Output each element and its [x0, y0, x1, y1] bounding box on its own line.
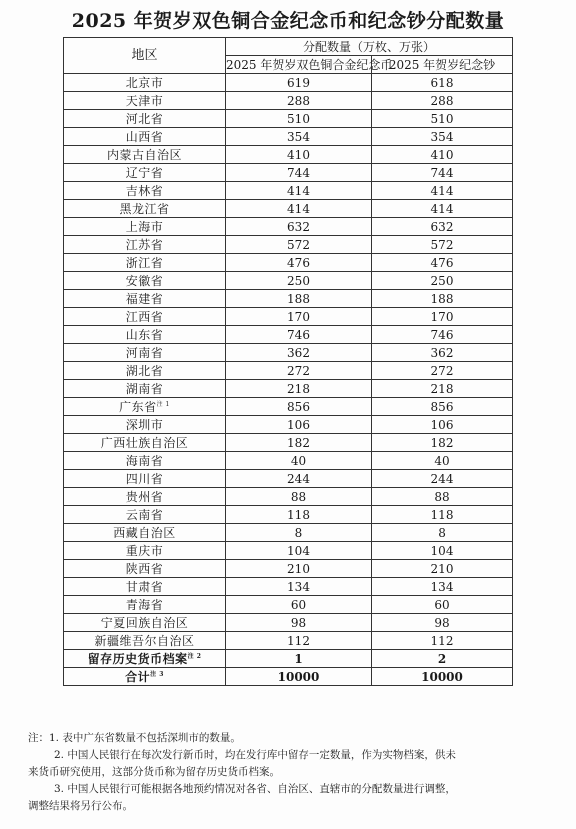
table-row	[64, 74, 513, 92]
coin-quantity-cell: 619	[226, 74, 372, 92]
table-row	[64, 488, 513, 506]
region-name: 江苏省	[125, 237, 164, 252]
region-name: 陕西省	[125, 561, 164, 576]
coin-quantity-cell: 106	[226, 416, 372, 434]
allocation-table	[63, 37, 513, 686]
region-cell	[64, 596, 226, 614]
region-name: 黑龙江省	[119, 201, 170, 216]
table-row	[64, 110, 513, 128]
coin-quantity-cell: 362	[226, 344, 372, 362]
table-row	[64, 398, 513, 416]
region-cell	[64, 74, 226, 92]
table-row	[64, 272, 513, 290]
coin-quantity-cell: 188	[226, 290, 372, 308]
region-name: 吉林省	[125, 183, 164, 198]
coin-quantity-cell: 354	[226, 128, 372, 146]
table-row	[64, 308, 513, 326]
region-cell	[64, 578, 226, 596]
coin-quantity-cell: 134	[226, 578, 372, 596]
coin-quantity-cell: 40	[226, 452, 372, 470]
table-row	[64, 542, 513, 560]
banknote-quantity-cell: 112	[372, 632, 513, 650]
region-cell	[64, 128, 226, 146]
table-row	[64, 434, 513, 452]
document-title: 2025 年贺岁双色铜合金纪念币和纪念钞分配数量	[71, 10, 505, 32]
region-cell	[64, 236, 226, 254]
coin-quantity-cell: 88	[226, 488, 372, 506]
region-name: 湖北省	[125, 363, 164, 378]
banknote-column-header: 2025 年贺岁纪念钞	[372, 56, 513, 74]
region-cell	[64, 434, 226, 452]
region-name: 甘肃省	[125, 579, 164, 594]
table-row	[64, 524, 513, 542]
coin-column-header: 2025 年贺岁双色铜合金纪念币	[226, 57, 393, 72]
coin-quantity-cell: 112	[226, 632, 372, 650]
table-row	[64, 380, 513, 398]
region-cell	[64, 254, 226, 272]
region-name: 新疆维吾尔自治区	[94, 633, 195, 648]
footnote-1: 注：1. 表中广东省数量不包括深圳市的数量。	[28, 732, 241, 744]
region-cell	[64, 272, 226, 290]
coin-quantity-cell: 572	[226, 236, 372, 254]
table-row	[64, 344, 513, 362]
region-name: 海南省	[125, 453, 164, 468]
footnote-marker: 注 2	[187, 652, 202, 660]
region-name: 重庆市	[125, 543, 164, 558]
table-row	[64, 416, 513, 434]
region-name: 辽宁省	[125, 165, 164, 180]
banknote-quantity-cell: 88	[372, 488, 513, 506]
coin-quantity-cell: 272	[226, 362, 372, 380]
region-cell	[64, 362, 226, 380]
region-cell	[64, 110, 226, 128]
coin-quantity-cell: 244	[226, 470, 372, 488]
coin-quantity-cell: 288	[226, 92, 372, 110]
table-row	[64, 146, 513, 164]
footnote-3-line-1: 3. 中国人民银行可能根据各地预约情况对各省、自治区、直辖市的分配数量进行调整，	[54, 783, 456, 795]
region-cell	[64, 614, 226, 632]
region-name: 留存历史货币档案	[87, 651, 188, 666]
table-row	[64, 128, 513, 146]
banknote-quantity-cell: 632	[372, 218, 513, 236]
table-row	[64, 218, 513, 236]
coin-quantity-cell: 414	[226, 200, 372, 218]
banknote-quantity-cell: 572	[372, 236, 513, 254]
table-row	[64, 506, 513, 524]
coin-quantity-cell: 250	[226, 272, 372, 290]
region-cell	[64, 416, 226, 434]
banknote-quantity-cell: 106	[372, 416, 513, 434]
banknote-quantity-cell: 2	[372, 650, 513, 668]
region-cell	[64, 200, 226, 218]
banknote-quantity-cell: 410	[372, 146, 513, 164]
region-cell	[64, 326, 226, 344]
banknote-quantity-cell: 210	[372, 560, 513, 578]
region-cell	[64, 344, 226, 362]
table-row	[64, 200, 513, 218]
region-cell	[64, 560, 226, 578]
region-name: 贵州省	[125, 489, 164, 504]
table-row	[64, 362, 513, 380]
coin-quantity-cell: 856	[226, 398, 372, 416]
banknote-quantity-cell: 8	[372, 524, 513, 542]
banknote-quantity-cell: 188	[372, 290, 513, 308]
region-name: 浙江省	[125, 255, 164, 270]
coin-quantity-cell: 182	[226, 434, 372, 452]
region-name: 河北省	[125, 111, 164, 126]
region-cell	[64, 380, 226, 398]
banknote-quantity-cell: 118	[372, 506, 513, 524]
region-cell	[64, 488, 226, 506]
table-row	[64, 254, 513, 272]
banknote-quantity-cell: 618	[372, 74, 513, 92]
footnote-marker: 注 3	[150, 670, 164, 678]
banknote-quantity-cell: 244	[372, 470, 513, 488]
coin-quantity-cell: 210	[226, 560, 372, 578]
banknote-quantity-cell: 10000	[372, 668, 513, 686]
region-name: 江西省	[125, 309, 164, 324]
banknote-quantity-cell: 250	[372, 272, 513, 290]
region-cell	[64, 632, 226, 650]
region-cell	[64, 308, 226, 326]
table-row	[64, 452, 513, 470]
banknote-quantity-cell: 272	[372, 362, 513, 380]
region-name: 青海省	[125, 597, 164, 612]
footnote-2-line-2: 来货币研究使用，这部分货币称为留存历史货币档案。	[28, 766, 280, 778]
table-row	[64, 290, 513, 308]
region-name: 西藏自治区	[113, 525, 176, 540]
banknote-quantity-cell: 40	[372, 452, 513, 470]
region-name: 北京市	[125, 75, 164, 90]
banknote-quantity-cell: 354	[372, 128, 513, 146]
banknote-quantity-cell: 414	[372, 182, 513, 200]
coin-quantity-cell: 632	[226, 218, 372, 236]
region-cell	[64, 470, 226, 488]
region-cell	[64, 92, 226, 110]
table-row	[64, 596, 513, 614]
coin-quantity-cell: 1	[226, 650, 372, 668]
region-cell	[64, 506, 226, 524]
coin-quantity-cell: 104	[226, 542, 372, 560]
region-name: 山西省	[125, 129, 164, 144]
coin-quantity-cell: 170	[226, 308, 372, 326]
allocation-group-header: 分配数量（万枚、万张）	[226, 38, 513, 56]
coin-quantity-cell: 746	[226, 326, 372, 344]
coin-quantity-cell: 510	[226, 110, 372, 128]
region-name: 上海市	[125, 219, 164, 234]
region-name: 山东省	[125, 327, 164, 342]
table-row	[64, 560, 513, 578]
table-row	[64, 578, 513, 596]
region-name: 内蒙古自治区	[106, 147, 182, 162]
region-name: 深圳市	[125, 417, 164, 432]
table-row	[64, 326, 513, 344]
region-name: 河南省	[125, 345, 164, 360]
banknote-quantity-cell: 746	[372, 326, 513, 344]
region-name: 天津市	[125, 93, 164, 108]
table-row	[64, 92, 513, 110]
region-name: 云南省	[125, 507, 164, 522]
region-name: 四川省	[125, 471, 164, 486]
banknote-quantity-cell: 414	[372, 200, 513, 218]
coin-quantity-cell: 10000	[226, 668, 372, 686]
table-row	[64, 668, 513, 686]
banknote-quantity-cell: 98	[372, 614, 513, 632]
coin-quantity-cell: 118	[226, 506, 372, 524]
footnotes	[28, 730, 568, 815]
coin-quantity-cell: 98	[226, 614, 372, 632]
region-cell	[64, 164, 226, 182]
coin-quantity-cell: 744	[226, 164, 372, 182]
region-cell	[64, 650, 226, 668]
banknote-quantity-cell: 104	[372, 542, 513, 560]
banknote-quantity-cell: 170	[372, 308, 513, 326]
banknote-quantity-cell: 362	[372, 344, 513, 362]
table-row	[64, 236, 513, 254]
banknote-quantity-cell: 476	[372, 254, 513, 272]
region-cell	[64, 524, 226, 542]
region-name: 广西壮族自治区	[100, 435, 189, 450]
region-cell	[64, 452, 226, 470]
banknote-quantity-cell: 744	[372, 164, 513, 182]
footnote-2-line-1: 2. 中国人民银行在每次发行新币时，均在发行库中留存一定数量，作为实物档案，供未	[54, 749, 456, 761]
banknote-quantity-cell: 218	[372, 380, 513, 398]
region-name: 湖南省	[125, 381, 164, 396]
region-column-header: 地区	[64, 38, 226, 74]
banknote-quantity-cell: 60	[372, 596, 513, 614]
region-name: 福建省	[125, 291, 164, 306]
banknote-quantity-cell: 510	[372, 110, 513, 128]
region-name: 合计	[125, 669, 151, 684]
coin-quantity-cell: 218	[226, 380, 372, 398]
banknote-quantity-cell: 182	[372, 434, 513, 452]
table-row	[64, 470, 513, 488]
region-cell	[64, 182, 226, 200]
region-cell	[64, 146, 226, 164]
banknote-quantity-cell: 288	[372, 92, 513, 110]
coin-quantity-cell: 414	[226, 182, 372, 200]
region-cell	[64, 542, 226, 560]
coin-quantity-cell: 410	[226, 146, 372, 164]
footnote-3-line-2: 调整结果将另行公布。	[28, 800, 133, 812]
table-row	[64, 632, 513, 650]
footnote-marker: 注 1	[156, 400, 170, 408]
coin-quantity-cell: 476	[226, 254, 372, 272]
region-name: 宁夏回族自治区	[100, 615, 189, 630]
table-row	[64, 614, 513, 632]
coin-quantity-cell: 60	[226, 596, 372, 614]
region-cell	[64, 668, 226, 686]
region-cell	[64, 290, 226, 308]
region-cell	[64, 398, 226, 416]
region-name: 安徽省	[125, 273, 164, 288]
table-row	[64, 650, 513, 668]
region-cell	[64, 218, 226, 236]
coin-quantity-cell: 8	[226, 524, 372, 542]
banknote-quantity-cell: 134	[372, 578, 513, 596]
table-row	[64, 182, 513, 200]
table-row	[64, 164, 513, 182]
banknote-quantity-cell: 856	[372, 398, 513, 416]
region-name: 广东省	[119, 399, 157, 414]
table-body	[64, 74, 513, 686]
